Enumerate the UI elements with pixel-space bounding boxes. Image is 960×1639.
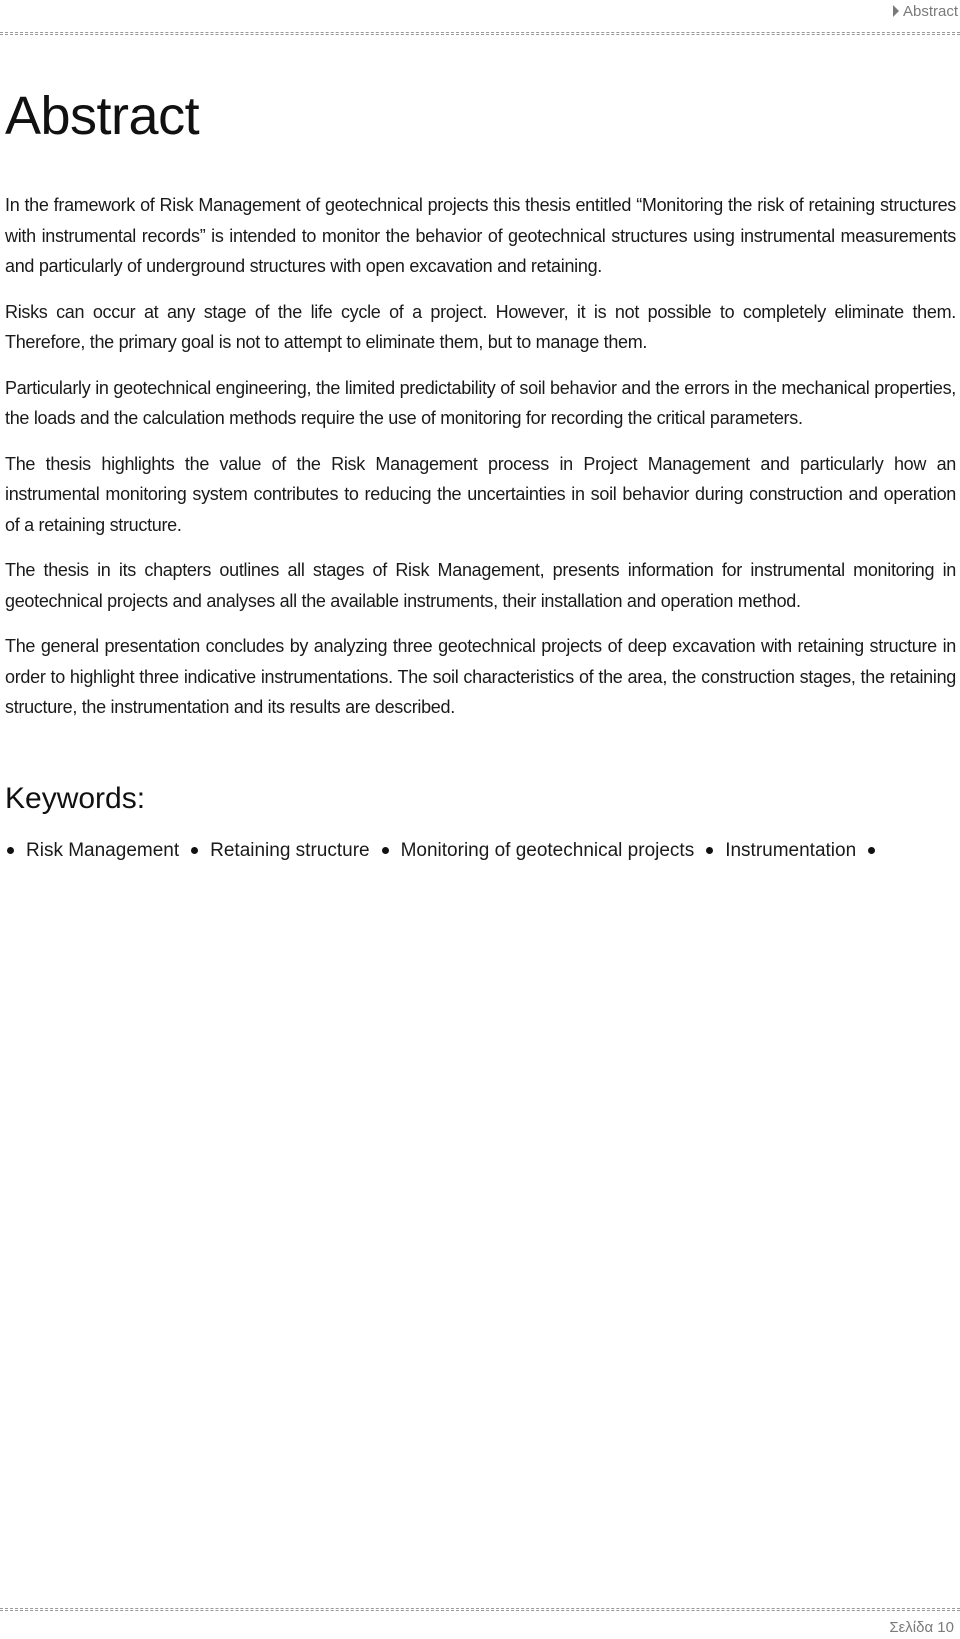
bullet-icon [706, 847, 713, 854]
abstract-paragraph: The thesis highlights the value of the Risk Management process in Project Management and particularly how an instrumental monitoring system contributes to reducing the uncertainties in soil behavior during construction and operation of a retaining structure. [5, 453, 956, 535]
header-divider [0, 32, 960, 33]
bullet-icon [868, 847, 875, 854]
triangle-right-icon [893, 5, 899, 17]
abstract-paragraph: The general presentation concludes by analyzing three geotechnical projects of deep excavation with retaining structure in order to highlight three indicative instrumentations. The soil characteristics of the area, the construction stages, the retaining structure, the instrumentation and its results are described. [5, 636, 956, 717]
bullet-icon [7, 847, 14, 854]
header-section-label: Abstract [902, 2, 958, 20]
abstract-body [5, 190, 956, 723]
header-divider-secondary [0, 34, 960, 35]
keyword-item: Instrumentation [725, 839, 857, 861]
keyword-item: Monitoring of geotechnical projects [400, 839, 695, 861]
keyword-item: Risk Management [26, 839, 180, 861]
page-number: Σελίδα 10 [889, 1619, 954, 1636]
abstract-paragraph: In the framework of Risk Management of geotechnical projects this thesis entitled “Monitoring the risk of retaining structures with instrumental records” is intended to monitor the behavior of geotechnical structures using instrumental measurements and particularly of underground structures with open excavation and retaining. [5, 195, 956, 276]
page-content [5, 84, 956, 863]
keyword-list [5, 839, 956, 863]
footer-divider [0, 1608, 960, 1609]
abstract-paragraph: Risks can occur at any stage of the life cycle of a project. However, it is not possible to completely eliminate them. Therefore, the primary goal is not to attempt to eliminate them, but to manage them. [5, 301, 956, 352]
page-title: Abstract [5, 86, 200, 146]
bullet-icon [191, 847, 198, 854]
keywords-heading: Keywords: [5, 781, 146, 815]
abstract-paragraph: Particularly in geotechnical engineering, the limited predictability of soil behavior and the errors in the mechanical properties, the loads and the calculation methods require the use of monitoring for recording the critical parameters. [5, 377, 956, 428]
bullet-icon [382, 847, 389, 854]
running-header [893, 0, 958, 22]
footer-divider-secondary [0, 1610, 960, 1611]
abstract-paragraph: The thesis in its chapters outlines all stages of Risk Management, presents information for instrumental monitoring in geotechnical projects and analyses all the available instruments, their installation and operation method. [5, 560, 956, 611]
keyword-item: Retaining structure [210, 839, 370, 861]
